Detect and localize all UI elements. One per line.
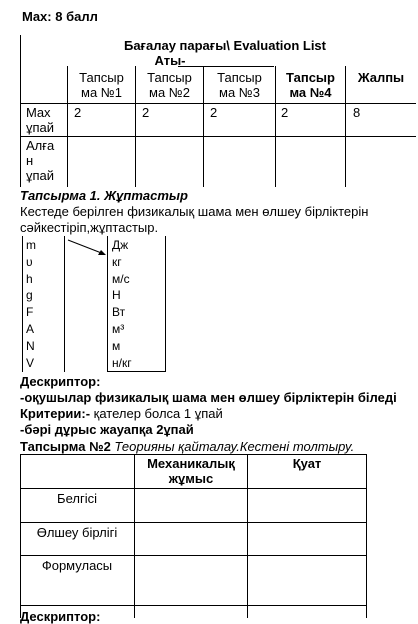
- max-task1: 2: [74, 105, 82, 120]
- criteria-line: Критерии:- қателер болса 1 ұпай: [20, 406, 223, 421]
- unit-item: кг: [112, 254, 122, 269]
- row-label-received: Алға н ұпай: [26, 138, 55, 183]
- unit-item: н/кг: [112, 355, 132, 370]
- max-task3: 2: [210, 105, 218, 120]
- max-score: Max: 8 балл: [22, 9, 98, 24]
- col-header-task3: Тапсыр ма №3: [217, 70, 262, 100]
- task2-row-unit: Өлшеу бірлігі: [36, 525, 118, 540]
- quantity-item: g: [26, 288, 33, 303]
- footer-descriptor: Дескриптор:: [20, 609, 101, 624]
- col-header-task4: Тапсыр ма №4: [286, 70, 335, 100]
- descriptor1-line1: -оқушылар физикалық шама мен өлшеу бірліктерін біледі: [20, 390, 397, 405]
- eval-title: Бағалау парағы\ Evaluation List: [123, 38, 326, 53]
- quantity-item: υ: [26, 254, 33, 269]
- col-header-task1: Тапсыр ма №1: [79, 70, 124, 100]
- name-label: Аты-: [154, 53, 186, 68]
- task1-instruction-2: сәйкестіріп,жұптастыр.: [20, 220, 159, 235]
- quantity-item: V: [26, 355, 35, 370]
- unit-item: Дж: [112, 238, 129, 252]
- col-header-total: Жалпы: [357, 70, 405, 85]
- quantity-item: N: [26, 338, 35, 353]
- arrow-icon: [20, 236, 170, 276]
- unit-item: м/с: [112, 271, 130, 286]
- row-label-max: Max ұпай: [26, 105, 55, 135]
- task1-title: Тапсырма 1. Жұптастыр: [20, 188, 188, 203]
- quantity-item: F: [26, 305, 34, 320]
- unit-item: Н: [112, 288, 121, 303]
- col-header-task2: Тапсыр ма №2: [147, 70, 192, 100]
- max-total: 8: [353, 105, 361, 120]
- quantity-item: m: [26, 238, 36, 252]
- max-task4: 2: [281, 105, 289, 120]
- task2-title: Тапсырма №2 Теорияны қайталау.Кестені толтыру.: [20, 439, 355, 454]
- unit-item: м: [112, 338, 121, 353]
- unit-item: Вт: [112, 305, 126, 320]
- task2-table: [20, 454, 416, 618]
- unit-item: м³: [112, 321, 125, 336]
- task2-row-symbol: Белгісі: [57, 491, 97, 506]
- descriptor1-line3: -бәрі дұрыс жауапқа 2ұпай: [20, 422, 194, 437]
- max-task2: 2: [142, 105, 150, 120]
- matching-table: [20, 236, 170, 372]
- task2-col-power: Қуат: [292, 456, 322, 471]
- task2-col-work: Механикалық жұмыс: [147, 456, 235, 486]
- descriptor1-title: Дескриптор:: [20, 374, 101, 389]
- task2-row-formula: Формуласы: [41, 558, 113, 573]
- quantity-item: A: [26, 321, 35, 336]
- task1-instruction-1: Кестеде берілген физикалық шама мен өлшеу бірліктерін: [20, 204, 369, 219]
- evaluation-table: [20, 35, 416, 187]
- quantity-item: h: [26, 271, 33, 286]
